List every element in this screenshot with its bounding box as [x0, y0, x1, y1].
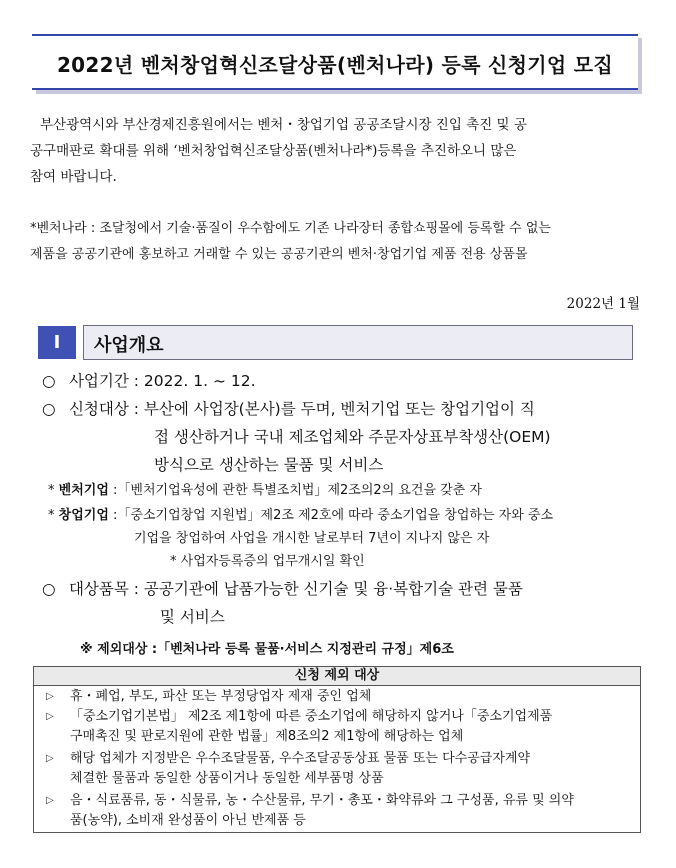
items-label: 대상품목 : — [68, 580, 139, 598]
startup-definition — [48, 505, 553, 527]
triangle-right-icon: ▷ — [46, 711, 54, 722]
asterisk: * — [48, 508, 55, 523]
intro-line: 부산광역시와 부산경제진흥원에서는 벤처・창업기업 공공조달시장 진입 촉진 및 공 — [40, 117, 527, 133]
items-line: 공공기관에 납품가능한 신기술 및 융·복합기술 관련 물품 — [143, 580, 523, 598]
venture-text: :「벤처기업육성에 관한 특별조치법」제2조의2의 요건을 갖춘 자 — [113, 483, 482, 498]
exclusion-text: 품(농약), 소비재 완성품이 아닌 반제품 등 — [70, 813, 306, 828]
venture-definition — [48, 480, 482, 502]
startup-text: :「중소기업창업 지원법」제2조 제2호에 따라 중소기업을 창업하는 자와 중소 — [113, 508, 554, 523]
target-line: 방식으로 생산하는 물품 및 서비스 — [154, 456, 384, 474]
section-header — [83, 325, 633, 360]
intro-line: 공구매판로 확대를 위해 ‘벤처창업혁신조달상품(벤처나라*)등록을 추진하오니 많은 — [30, 143, 517, 159]
page-title: 2022년 벤처창업혁신조달상품(벤처나라) 등록 신청기업 모집 — [56, 53, 614, 77]
note-line: 제품을 공공기관에 홍보하고 거래할 수 있는 공공기관의 벤처·창업기업 제품 전용 상품몰 — [30, 247, 528, 262]
exclusion-text: 휴・폐업, 부도, 파산 또는 부정당업자 제재 중인 업체 — [70, 689, 372, 704]
venture-nara-note — [30, 216, 640, 268]
exclusion-text: 체결한 물품과 동일한 상품이거나 동일한 세부품명 상품 — [70, 771, 384, 786]
exclusion-row — [46, 791, 632, 831]
exclusion-row — [46, 687, 632, 707]
asterisk: * — [48, 483, 55, 498]
title-box — [32, 34, 638, 90]
exclusion-row — [46, 707, 632, 747]
triangle-right-icon: ▷ — [46, 753, 54, 764]
period-row — [42, 368, 256, 394]
target-line: 접 생산하거나 국내 제조업체와 주문자상표부착생산(OEM) — [154, 428, 551, 446]
period-label: 사업기간 : — [68, 372, 139, 390]
startup-footnote: * 사업자등록증의 업무개시일 확인 — [170, 554, 365, 569]
notice-date: 2022년 1월 — [566, 296, 640, 312]
venture-label: 벤처기업 — [58, 483, 109, 498]
target-line: 부산에 사업장(본사)를 두며, 벤처기업 또는 창업기업이 직 — [143, 400, 535, 418]
triangle-right-icon: ▷ — [46, 795, 54, 806]
bullet-circle-icon: ○ — [42, 580, 56, 598]
items-row — [42, 576, 523, 602]
intro-line: 참여 바랍니다. — [30, 169, 117, 185]
exclusion-row — [46, 749, 632, 789]
intro-paragraph — [30, 112, 640, 190]
section-number: Ⅰ — [38, 326, 76, 359]
target-row — [42, 396, 535, 422]
exclusion-text: 「중소기업기본법」 제2조 제1항에 따른 중소기업에 해당하지 않거나「중소기업제품 — [70, 709, 553, 724]
startup-label: 창업기업 — [58, 508, 109, 523]
exclusion-notice: ※ 제외대상 :「벤처나라 등록 물품·서비스 지정관리 규정」제6조 — [80, 642, 454, 657]
target-label: 신청대상 : — [68, 400, 139, 418]
exclusion-text: 구매촉진 및 판로지원에 관한 법률」제8조의2 제1항에 해당하는 업체 — [70, 729, 464, 744]
exclusion-text: 해당 업체가 지정받은 우수조달물품, 우수조달공동상표 물품 또는 다수공급자계약 — [70, 751, 531, 766]
note-line: *벤처나라 : 조달청에서 기술·품질이 우수함에도 기존 나라장터 종합쇼핑몰에 등록할 수 없는 — [30, 221, 551, 236]
bullet-circle-icon: ○ — [42, 372, 56, 390]
startup-text: 기업을 창업하여 사업을 개시한 날로부터 7년이 지나지 않은 자 — [134, 531, 490, 546]
bullet-circle-icon: ○ — [42, 400, 56, 418]
section-title: 사업개요 — [94, 335, 164, 356]
period-value: 2022. 1. ~ 12. — [143, 372, 256, 390]
exclusion-table-header: 신청 제외 대상 — [34, 667, 640, 686]
triangle-right-icon: ▷ — [46, 691, 54, 702]
items-line: 및 서비스 — [160, 608, 225, 626]
exclusion-text: 음・식료품류, 동・식물류, 농・수산물류, 무기・총포・화약류와 그 구성품, 유류 및 의약 — [70, 793, 574, 808]
exclusion-table — [33, 666, 641, 833]
